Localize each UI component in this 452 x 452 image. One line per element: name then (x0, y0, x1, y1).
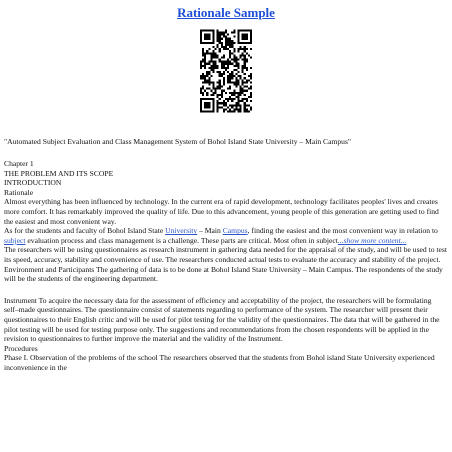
qr-code-container (4, 29, 448, 113)
qr-code-icon (200, 29, 252, 113)
show-more-link[interactable]: ...show more content... (337, 235, 407, 245)
page-title-link[interactable]: Rationale Sample (177, 5, 275, 20)
paragraph-2-part-b: – Main (197, 226, 223, 236)
document-subject-title: "Automated Subject Evaluation and Class Management System of Bohol Island State University – Main Campus" (4, 137, 352, 146)
paragraph-2-part-c: , finding the easiest and the most convenient way in relation to (247, 226, 438, 236)
paragraph-spacer (4, 284, 448, 296)
introduction-heading: INTRODUCTION (4, 178, 62, 188)
paragraph-2-part-d: evaluation process and class management is a challenge. These parts are critical. Most often in subject (25, 235, 338, 245)
section-heading: THE PROBLEM AND ITS SCOPE (4, 168, 114, 178)
paragraph-3: The researchers will be using questionnaires as research instrument in gathering data needed for the appraisal of the study, and will be used to test its speed, accuracy, stability and convenience of use. The researchers conducted actual tests to evaluate the accuracy and stability of the project. Environment and Participants The gathering of data is to be done at Bohol Island State University – Main Campus. The respondents of the study will be the students of the engineering department. (4, 245, 447, 284)
page-title (4, 0, 448, 21)
paragraph-5: Phase I. Observation of the problems of the school The researchers observed that the students from Bohol island State University experienced inconvenience in the (4, 353, 435, 372)
university-link[interactable]: University (165, 226, 198, 236)
document-body (4, 159, 448, 372)
paragraph-4: Instrument To acquire the necessary data for the assessment of efficiency and acceptability of the project, the researchers will be formulating self–made questionnaires. The questionnaire consist of statements regarding to performance of the system. The researcher will present their questionnaires to their English critic and will be used for pilot testing for the validity of the questionnaires. The data that will be gathered in the pilot testing will be used for testing purpose only. The suggestions and recommendations from the chosen respondents will be applied in the revision to questionnaires to further improve the material and the validity of the Instrument. (4, 295, 440, 344)
rationale-heading: Rationale (4, 187, 34, 197)
paragraph-2-part-a: As for the students and faculty of Bohol Island State (4, 226, 166, 236)
procedures-heading: Procedures (4, 343, 38, 353)
paragraph-2 (4, 226, 448, 245)
paragraph-1: Almost everything has been influenced by technology. In the current era of rapid development, technology facilitates peoples' lives and creates more comfort. It has remarkably improved the quality of life. Due to this advancement, young people of this generation are getting used to find the easiest and most convenient way. (4, 197, 439, 226)
chapter-heading: Chapter 1 (4, 159, 34, 168)
subject-link[interactable]: subject (4, 235, 26, 245)
campus-link[interactable]: Campus (222, 226, 248, 236)
